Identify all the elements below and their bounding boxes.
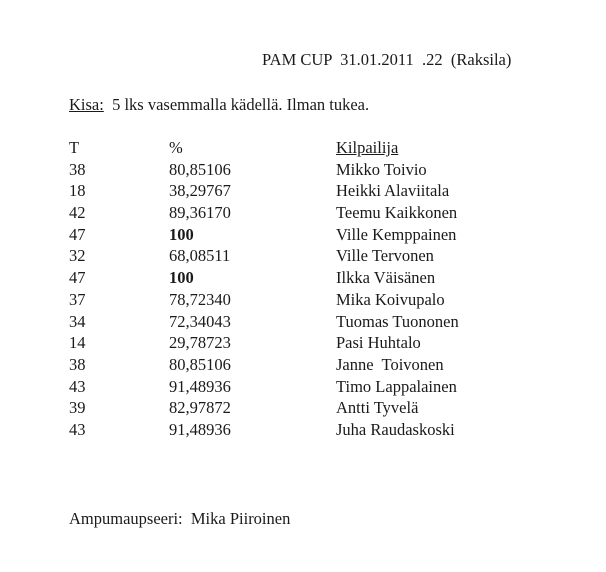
table-row [69,354,529,376]
column-header-competitor: Kilpailija [336,138,399,157]
competitor-cell: Heikki Alaviitala [336,181,450,201]
table-row [69,245,529,267]
table-row [69,397,529,419]
table-row [69,289,529,311]
event-description [69,95,369,115]
competitor-cell: Ville Kemppainen [336,224,457,244]
score-cell: 38 [69,159,86,179]
competitor-cell: Janne Toivonen [336,354,444,374]
table-row [69,180,529,202]
percent-cell: 72,34043 [169,311,231,331]
document-title: PAM CUP 31.01.2011 .22 (Raksila) [262,50,512,69]
column-header-percent: % [169,138,183,157]
competitor-cell: Ville Tervonen [336,246,434,266]
percent-cell: 91,48936 [169,419,231,439]
percent-cell: 29,78723 [169,333,231,353]
score-cell: 47 [69,224,86,244]
score-cell: 43 [69,376,86,396]
percent-cell: 89,36170 [169,203,231,223]
score-cell: 14 [69,333,86,353]
percent-cell: 100 [169,224,194,244]
competitor-cell: Mika Koivupalo [336,289,445,309]
competitor-cell: Tuomas Tuononen [336,311,459,331]
score-cell: 34 [69,311,86,331]
percent-cell: 78,72340 [169,289,231,309]
column-header-t: T [69,138,80,157]
event-text: 5 lks vasemmalla kädellä. Ilman tukea. [103,95,370,114]
percent-cell: 38,29767 [169,181,231,201]
results-table [69,137,529,441]
score-cell: 42 [69,203,86,223]
percent-cell: 82,97872 [169,398,231,418]
score-cell: 38 [69,354,86,374]
table-row [69,202,529,224]
percent-cell: 91,48936 [169,376,231,396]
table-row [69,224,529,246]
table-row [69,267,529,289]
table-body [69,159,529,441]
score-cell: 43 [69,419,86,439]
table-row [69,376,529,398]
range-officer: Ampumaupseeri: Mika Piiroinen [69,509,291,528]
competitor-cell: Ilkka Väisänen [336,268,436,288]
percent-cell: 80,85106 [169,159,231,179]
competitor-cell: Juha Raudaskoski [336,419,455,439]
competitor-cell: Teemu Kaikkonen [336,203,458,223]
score-cell: 18 [69,181,86,201]
competitor-cell: Timo Lappalainen [336,376,457,396]
competitor-cell: Mikko Toivio [336,159,427,179]
score-cell: 47 [69,268,86,288]
table-row [69,311,529,333]
percent-cell: 80,85106 [169,354,231,374]
percent-cell: 100 [169,268,194,288]
score-cell: 37 [69,289,86,309]
competitor-cell: Antti Tyvelä [336,398,419,418]
competitor-cell: Pasi Huhtalo [336,333,421,353]
score-cell: 39 [69,398,86,418]
table-row [69,332,529,354]
event-label: Kisa: [69,95,104,114]
score-cell: 32 [69,246,86,266]
table-row [69,159,529,181]
table-row [69,419,529,441]
percent-cell: 68,08511 [169,246,231,266]
table-header-row [69,137,529,159]
